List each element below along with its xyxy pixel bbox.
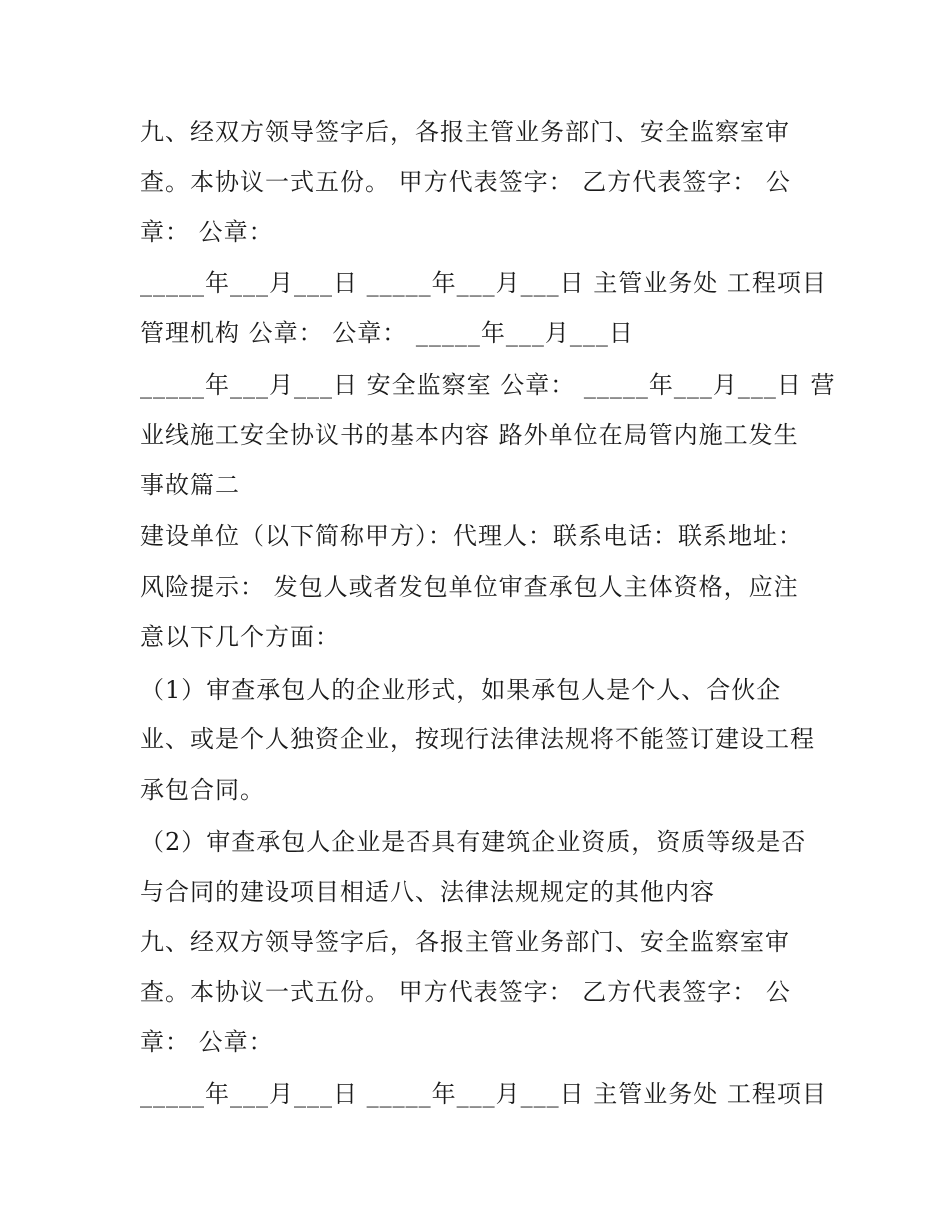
text-line: 九、经双方领导签字后，各报主管业务部门、安全监察室审 bbox=[140, 118, 790, 146]
text-line: （2）审查承包人企业是否具有建筑企业资质，资质等级是否 bbox=[140, 828, 807, 856]
text-line: 查。本协议一式五份。 甲方代表签字： 乙方代表签字： 公 bbox=[140, 168, 791, 196]
text-line: 业线施工安全协议书的基本内容 路外单位在局管内施工发生 bbox=[140, 421, 799, 449]
text-line: 九、经双方领导签字后，各报主管业务部门、安全监察室审 bbox=[140, 928, 790, 956]
text-line: _____年___月___日 安全监察室 公章： _____年___月___日 营 bbox=[140, 371, 836, 399]
text-line: 章： 公章： bbox=[140, 218, 274, 246]
text-line: （1）审查承包人的企业形式，如果承包人是个人、合伙企 bbox=[140, 676, 782, 704]
text-line: 业、或是个人独资企业，按现行法律法规将不能签订建设工程 bbox=[140, 725, 815, 753]
text-line: 查。本协议一式五份。 甲方代表签字： 乙方代表签字： 公 bbox=[140, 978, 791, 1006]
text-line: 事故篇二 bbox=[140, 471, 240, 499]
text-line: _____年___月___日 _____年___月___日 主管业务处 工程项目 bbox=[140, 269, 827, 297]
text-line: _____年___月___日 _____年___月___日 主管业务处 工程项目 bbox=[140, 1080, 827, 1108]
text-line: 管理机构 公章： 公章： _____年___月___日 bbox=[140, 319, 634, 347]
text-line: 意以下几个方面： bbox=[140, 623, 340, 651]
text-line: 建设单位（以下简称甲方）：代理人：联系电话：联系地址： bbox=[140, 522, 803, 550]
text-line: 风险提示： 发包人或者发包单位审查承包人主体资格，应注 bbox=[140, 573, 799, 601]
text-line: 与合同的建设项目相适八、法律法规规定的其他内容 bbox=[140, 878, 715, 906]
text-line: 承包合同。 bbox=[140, 776, 265, 804]
text-line: 章： 公章： bbox=[140, 1028, 274, 1056]
